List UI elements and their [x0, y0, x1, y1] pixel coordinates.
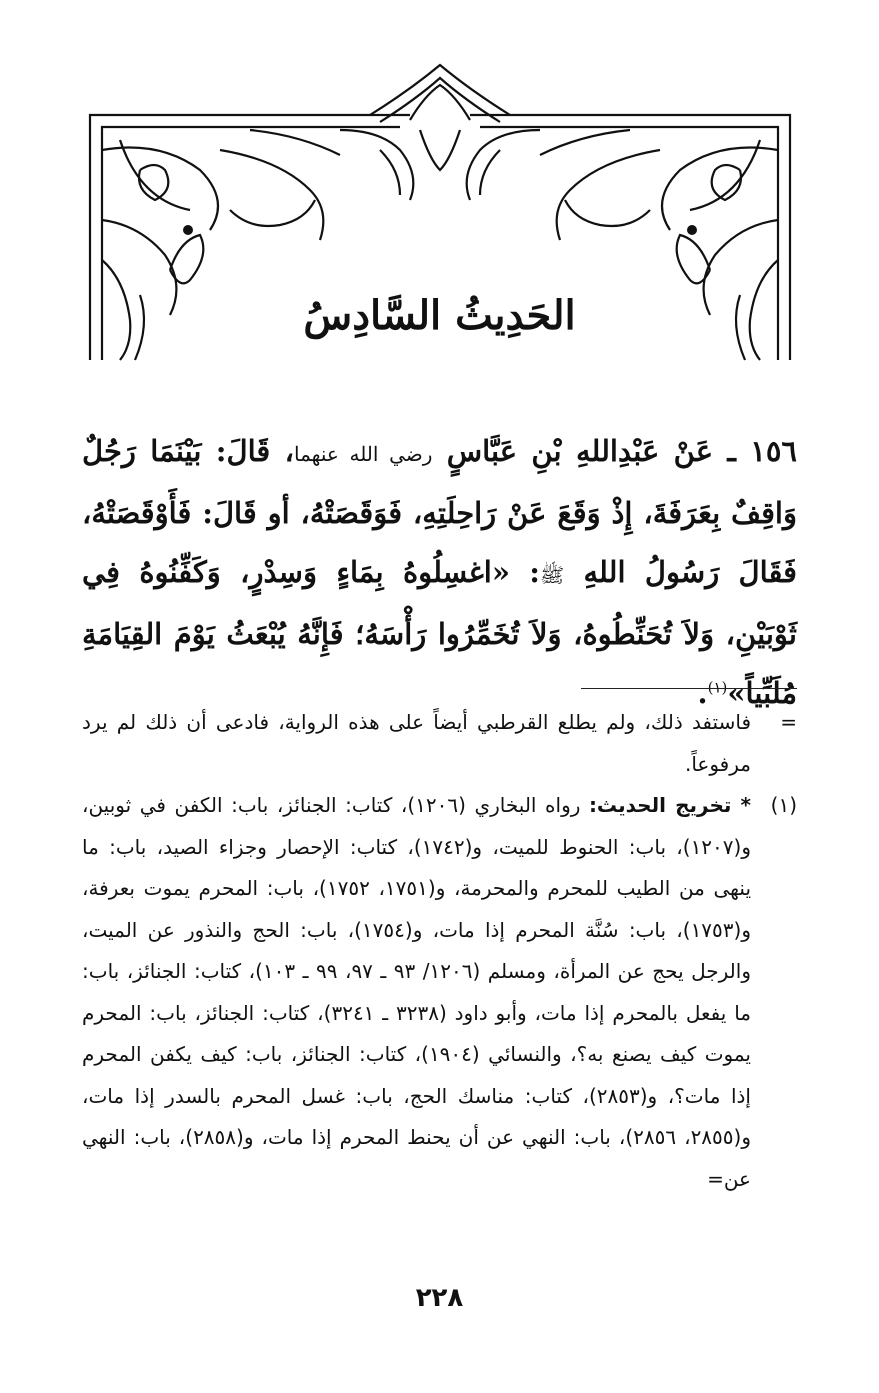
- hadith-end-mark: .: [697, 676, 708, 710]
- hadith-text-part-1: ـ عَنْ عَبْدِاللهِ بْنِ عَبَّاسٍ: [446, 434, 736, 468]
- footnotes: [82, 702, 797, 1200]
- hadith-text-part-3: : «اغسِلُوهُ بِمَاءٍ وَسِدْرٍ، وَكَفِّنُوهُ فِي ثَوْبَيْنِ، وَلاَ تُحَنِّطُوهُ، وَلاَ تُخَمِّرُوا رَأْسَهُ؛ فَإِنَّهُ يُبْعَثُ يَوْمَ القِيَامَةِ مُلَبِّياً»: [82, 555, 797, 710]
- footnote-reference[interactable]: (١): [707, 678, 728, 697]
- footnote-marker: =: [780, 710, 797, 734]
- chapter-title: الحَدِيثُ السَّادِسُ: [303, 292, 576, 339]
- footnote-heading: * تخريج الحديث:: [588, 793, 751, 817]
- page-number: ٢٢٨: [415, 1283, 464, 1313]
- honorific-companion: رضي الله عنهما: [294, 442, 433, 466]
- footnote-text: فاستفد ذلك، ولم يطلع القرطبي أيضاً على هذه الرواية، فادعى أن ذلك لم يرد مرفوعاً.: [82, 710, 751, 776]
- hadith-number: ١٥٦: [750, 434, 797, 468]
- footnote-continuation: [82, 702, 797, 785]
- footnote-1: [82, 785, 797, 1200]
- hadith-text: [82, 422, 797, 723]
- hadith-text-part-2: ، قَالَ: بَيْنَمَا رَجُلٌ وَاقِفٌ بِعَرَفَةَ، إِذْ وَقَعَ عَنْ رَاحِلَتِهِ، فَوَقَصَتْهُ، أو قَالَ: فَأَوْقَصَتْهُ، فَقَالَ رَسُولُ اللهِ: [82, 434, 797, 589]
- footnote-marker: (١): [770, 793, 797, 817]
- honorific-prophet: ﷺ: [539, 563, 565, 587]
- footnote-divider: [581, 688, 797, 689]
- footnote-text: رواه البخاري (١٢٠٦)، كتاب: الجنائز، باب: الكفن في ثوبين، و(١٢٠٧)، باب: الحنوط للميت، و(١٧٤٢)، كتاب: الإحصار وجزاء الصيد، باب: ما ينهى من الطيب للمحرم والمحرمة، و(١٧٥١، ١٧٥٢)، باب: المحرم يموت بعرفة، و(١٧٥٣)، باب: سُنَّة المحرم إذا مات، و(١٧٥٤)، باب: الحج والنذور عن الميت، والرجل يحج عن المرأة، ومسلم (١٢٠٦/ ٩٣ ـ ٩٧، ٩٩ ـ ١٠٣)، كتاب: الجنائز، باب: ما يفعل بالمحرم إذا مات، وأبو داود (٣٢٣٨ ـ ٣٢٤١)، كتاب: الجنائز، باب: المحرم يموت كيف يصنع به؟، والنسائي (١٩٠٤)، كتاب: الجنائز، باب: كيف يكفن المحرم إذا مات؟، و(٢٨٥٣)، كتاب: مناسك الحج، باب: غسل المحرم بالسدر إذا مات، و(٢٨٥٥، ٢٨٥٦)، باب: النهي عن أن يحنط المحرم إذا مات، و(٢٨٥٨)، باب: النهي عن=: [82, 793, 752, 1191]
